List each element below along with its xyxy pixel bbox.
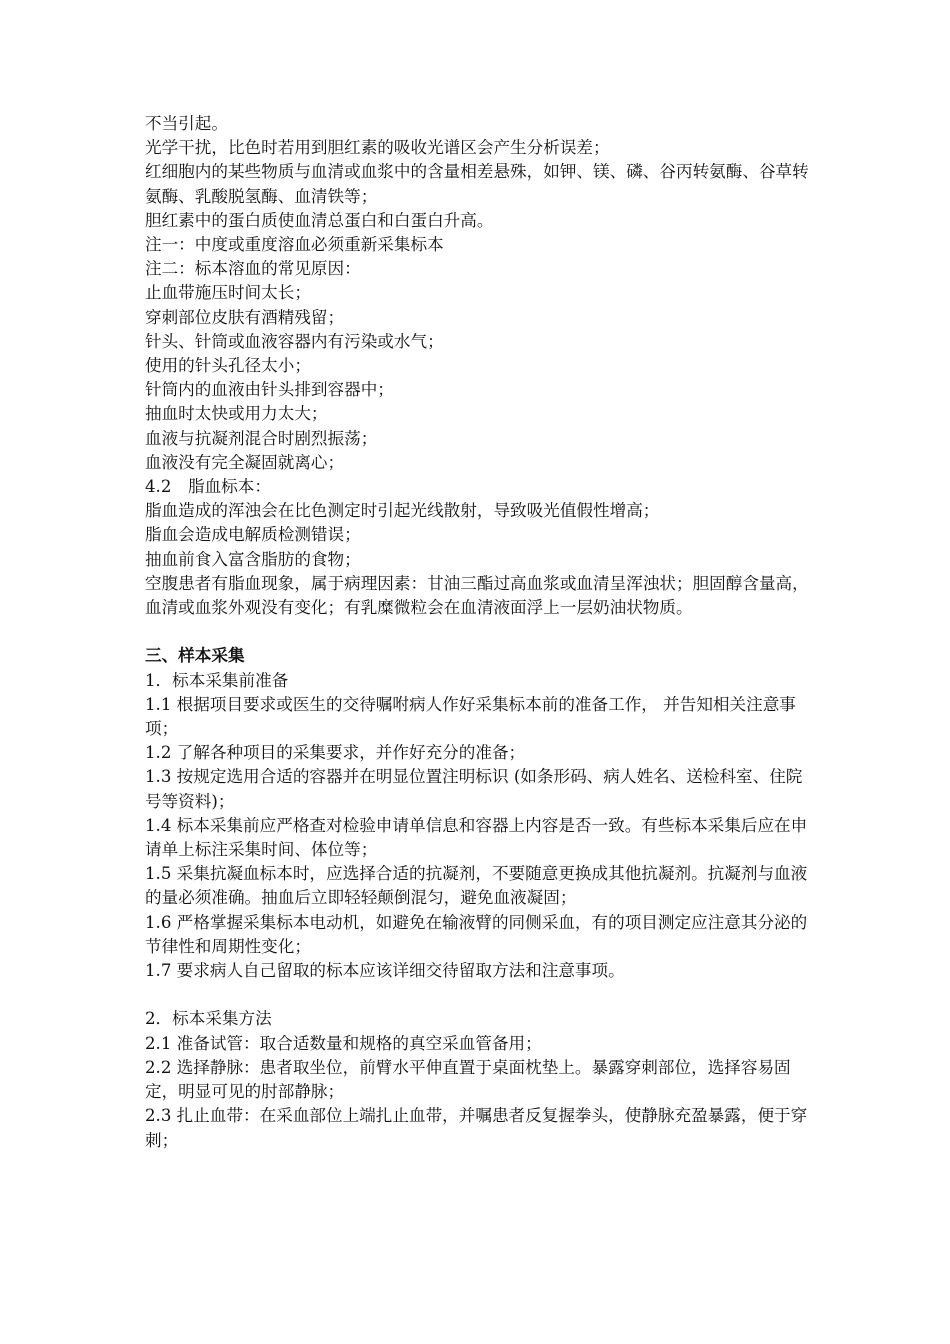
list-item: 1.5 采集抗凝血标本时，应选择合适的抗凝剂，不要随意更换成其他抗凝剂。抗凝剂与血液的量必须准确。抽血后立即轻轻颠倒混匀，避免血液凝固；: [145, 864, 808, 908]
list-item: 抽血时太快或用力太大；: [145, 404, 328, 424]
spacer: [145, 983, 810, 1007]
paragraph: 空腹患者有脂血现象，属于病理因素：甘油三酯过高血浆或血清呈浑浊状；胆固醇含量高，血清或血浆外观没有变化；有乳糜微粒会在血清液面浮上一层奶油状物质。: [145, 573, 809, 618]
document-page: [145, 112, 810, 1153]
list-item: 针头、针筒或血液容器内有污染或水气；: [145, 331, 444, 351]
paragraph: 光学干扰，比色时若用到胆红素的吸收光谱区会产生分析误差；: [145, 138, 610, 158]
list-item: 脂血会造成电解质检测错误；: [145, 525, 361, 545]
subheading: 4.2 脂血标本：: [145, 477, 271, 497]
list-item: 2.3 扎止血带：在采血部位上端扎止血带，并嘱患者反复握拳头，使静脉充盈暴露，便于穿刺；: [145, 1106, 808, 1150]
list-item: 2.1 准备试管：取合适数量和规格的真空采血管备用；: [145, 1033, 542, 1053]
list-item: 1.3 按规定选用合适的容器并在明显位置注明标识 (如条形码、病人姓名、送检科室、住院号等资料)；: [145, 767, 803, 811]
list-item: 1.7 要求病人自己留取的标本应该详细交待留取方法和注意事项。: [145, 961, 625, 981]
note-line: 注一：中度或重度溶血必须重新采集标本: [145, 235, 444, 255]
list-item: 1.1 根据项目要求或医生的交待嘱咐病人作好采集标本前的准备工作， 并告知相关注意事项；: [145, 694, 796, 739]
list-item: 血液没有完全凝固就离心；: [145, 452, 345, 472]
list-item: 血液与抗凝剂混合时剧烈振荡；: [145, 428, 378, 448]
section-heading: 三、样本采集: [145, 646, 245, 666]
list-item: 抽血前食入富含脂肪的食物；: [145, 549, 361, 569]
list-item: 1.4 标本采集前应严格查对检验申请单信息和容器上内容是否一致。有些标本采集后应在申请单上标注采集时间、体位等；: [145, 815, 808, 860]
list-item: 1.6 严格掌握采集标本电动机，如避免在输液臂的同侧采血，有的项目测定应注意其分泌的节律性和周期性变化；: [145, 912, 808, 956]
list-item: 针筒内的血液由针头排到容器中；: [145, 380, 394, 400]
spacer: [145, 620, 810, 644]
note-line: 注二：标本溶血的常见原因：: [145, 259, 361, 279]
list-item: 脂血造成的浑浊会在比色测定时引起光线散射，导致吸光值假性增高；: [145, 501, 660, 521]
list-item: 穿刺部位皮肤有酒精残留；: [145, 307, 345, 327]
paragraph: 红细胞内的某些物质与血清或血浆中的含量相差悬殊，如钾、镁、磷、谷丙转氨酶、谷草转氨酶、乳酸脱氢酶、血清铁等；: [145, 162, 809, 206]
list-item: 使用的针头孔径太小；: [145, 356, 311, 376]
paragraph: 胆红素中的蛋白质使血清总蛋白和白蛋白升高。: [145, 210, 494, 230]
list-item: 2.2 选择静脉：患者取坐位，前臂水平伸直置于桌面枕垫上。暴露穿刺部位，选择容易固定，明显可见的肘部静脉；: [145, 1057, 791, 1102]
subheading: 2．标本采集方法: [145, 1009, 272, 1029]
subheading: 1．标本采集前准备: [145, 670, 289, 690]
paragraph: 不当引起。: [145, 114, 228, 133]
list-item: 止血带施压时间太长；: [145, 283, 311, 303]
list-item: 1.2 了解各种项目的采集要求，并作好充分的准备；: [145, 743, 526, 763]
